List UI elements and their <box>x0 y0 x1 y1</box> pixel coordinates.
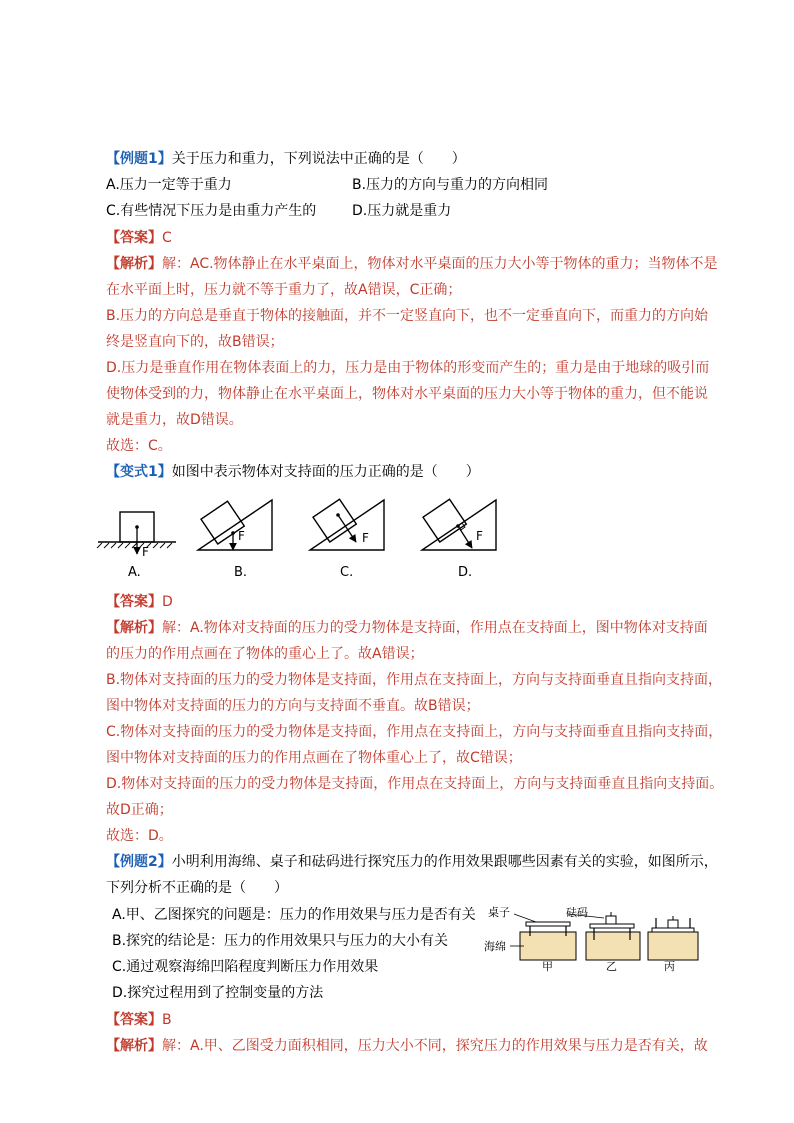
figure-a <box>97 512 176 559</box>
table-label: 桌子 <box>488 906 510 919</box>
ex2-answer: B <box>162 1012 172 1028</box>
ex2-question-line: 下列分析不正确的是（ ） <box>106 880 288 896</box>
ex1-analysis-line: B.压力的方向总是垂直于物体的接触面，并不一定竖直向下，也不一定垂直向下，而重力的方向始 <box>106 308 709 324</box>
figure-b <box>198 500 272 550</box>
ex1-analysis-line: 使物体受到的力，物体静止在水平桌面上，物体对水平桌面的压力大小等于物体的重力，但不能说 <box>106 386 708 402</box>
force-label: F <box>142 545 149 559</box>
ex1-question-line <box>106 149 466 169</box>
var1-answer-line <box>106 592 173 612</box>
var1-analysis-line: 故D正确； <box>106 802 173 818</box>
ex2-option-b: B.探究的结论是：压力的作用效果只与压力的大小有关 <box>112 933 449 949</box>
ex2-answer-line <box>106 1010 172 1030</box>
ex1-analysis-tag: 【解析】 <box>106 256 162 272</box>
figure-label-b: B. <box>234 565 248 580</box>
ex2-analysis-line <box>106 1036 708 1056</box>
force-label: F <box>476 529 483 543</box>
ex1-answer-line <box>106 228 172 248</box>
ex1-option-b: B.压力的方向与重力的方向相同 <box>352 177 549 193</box>
var1-question-line <box>106 462 480 482</box>
figure-d <box>422 499 496 550</box>
panel-label-yi: 乙 <box>606 960 617 972</box>
panel-label-bing: 丙 <box>664 960 675 972</box>
ex1-analysis-line: 终是竖直向下的，故B错误； <box>106 334 284 350</box>
weight-label: 砝码 <box>566 906 588 919</box>
ex1-tag: 【例题1】 <box>106 151 172 167</box>
figure-label-c: C. <box>340 565 354 580</box>
var1-tag: 【变式1】 <box>106 464 172 480</box>
ex2-tag: 【例题2】 <box>106 854 172 870</box>
ex1-analysis-line: 故选：C。 <box>106 438 172 454</box>
force-label: F <box>238 529 245 543</box>
var1-analysis-line: 图中物体对支持面的压力的作用点画在了物体重心上了，故C错误； <box>106 750 522 766</box>
ex2-option-d: D.探究过程用到了控制变量的方法 <box>112 985 324 1001</box>
var1-analysis-line: B.物体对支持面的压力的受力物体是支持面，作用点在支持面上，方向与支持面垂直且指向支持面， <box>106 672 723 688</box>
ex1-option-d: D.压力就是重力 <box>352 203 452 219</box>
ex1-analysis-line: 就是重力，故D错误。 <box>106 412 243 428</box>
var1-analysis-line <box>106 618 708 638</box>
ex2-answer-tag: 【答案】 <box>106 1012 162 1028</box>
ex2-analysis-text: 解：A.甲、乙图受力面积相同，压力大小不同，探究压力的作用效果与压力是否有关，故 <box>162 1038 708 1054</box>
var1-analysis-text: 解：A.物体对支持面的压力的受力物体是支持面，作用点在支持面上，图中物体对支持面 <box>162 620 708 636</box>
var1-answer-tag: 【答案】 <box>106 594 162 610</box>
force-diagram-figure <box>96 492 516 584</box>
ex1-analysis-text: 解：AC.物体静止在水平桌面上，物体对水平桌面的压力大小等于物体的重力；当物体不是 <box>162 256 718 272</box>
ex2-option-a: A.甲、乙图探究的问题是：压力的作用效果与压力是否有关 <box>112 907 476 923</box>
ex1-analysis-line: D.压力是垂直作用在物体表面上的力，压力是由于物体的形变而产生的；重力是由于地球的吸引而 <box>106 360 710 376</box>
var1-question: 如图中表示物体对支持面的压力正确的是（ ） <box>171 464 480 480</box>
ex1-analysis-line <box>106 254 718 274</box>
var1-analysis-line: 的压力的作用点画在了物体的重心上了。故A错误； <box>106 646 424 662</box>
var1-analysis-line: D.物体对支持面的压力的受力物体是支持面，作用点在支持面上，方向与支持面垂直且指向支持面。 <box>106 776 724 792</box>
figure-c <box>310 499 384 550</box>
ex1-question: 关于压力和重力，下列说法中正确的是（ ） <box>171 151 466 167</box>
var1-analysis-tag: 【解析】 <box>106 620 162 636</box>
var1-analysis-line: 图中物体对支持面的压力的方向与支持面不垂直。故B错误； <box>106 698 480 714</box>
var1-analysis-line: 故选：D。 <box>106 828 173 844</box>
ex2-analysis-tag: 【解析】 <box>106 1038 162 1054</box>
sponge-experiment-figure <box>484 906 706 972</box>
force-label: F <box>362 531 369 545</box>
sponge-label: 海绵 <box>484 940 506 953</box>
ex2-question: 小明利用海绵、桌子和砝码进行探究压力的作用效果跟哪些因素有关的实验，如图所示， <box>171 854 718 870</box>
ex1-analysis-line: 在水平面上时，压力就不等于重力了，故A错误，C正确； <box>106 282 462 298</box>
ex1-answer-tag: 【答案】 <box>106 230 162 246</box>
var1-answer: D <box>162 594 173 610</box>
ex2-option-c: C.通过观察海绵凹陷程度判断压力作用效果 <box>112 959 379 975</box>
figure-label-d: D. <box>458 565 473 580</box>
ex1-option-a: A.压力一定等于重力 <box>106 177 232 193</box>
ex1-option-c: C.有些情况下压力是由重力产生的 <box>106 203 317 219</box>
var1-analysis-line: C.物体对支持面的压力的受力物体是支持面，作用点在支持面上，方向与支持面垂直且指向支持面， <box>106 724 723 740</box>
figure-label-a: A. <box>128 565 141 580</box>
ex1-answer: C <box>162 230 172 246</box>
ex2-question-line <box>106 852 718 872</box>
panel-label-jia: 甲 <box>542 960 553 972</box>
